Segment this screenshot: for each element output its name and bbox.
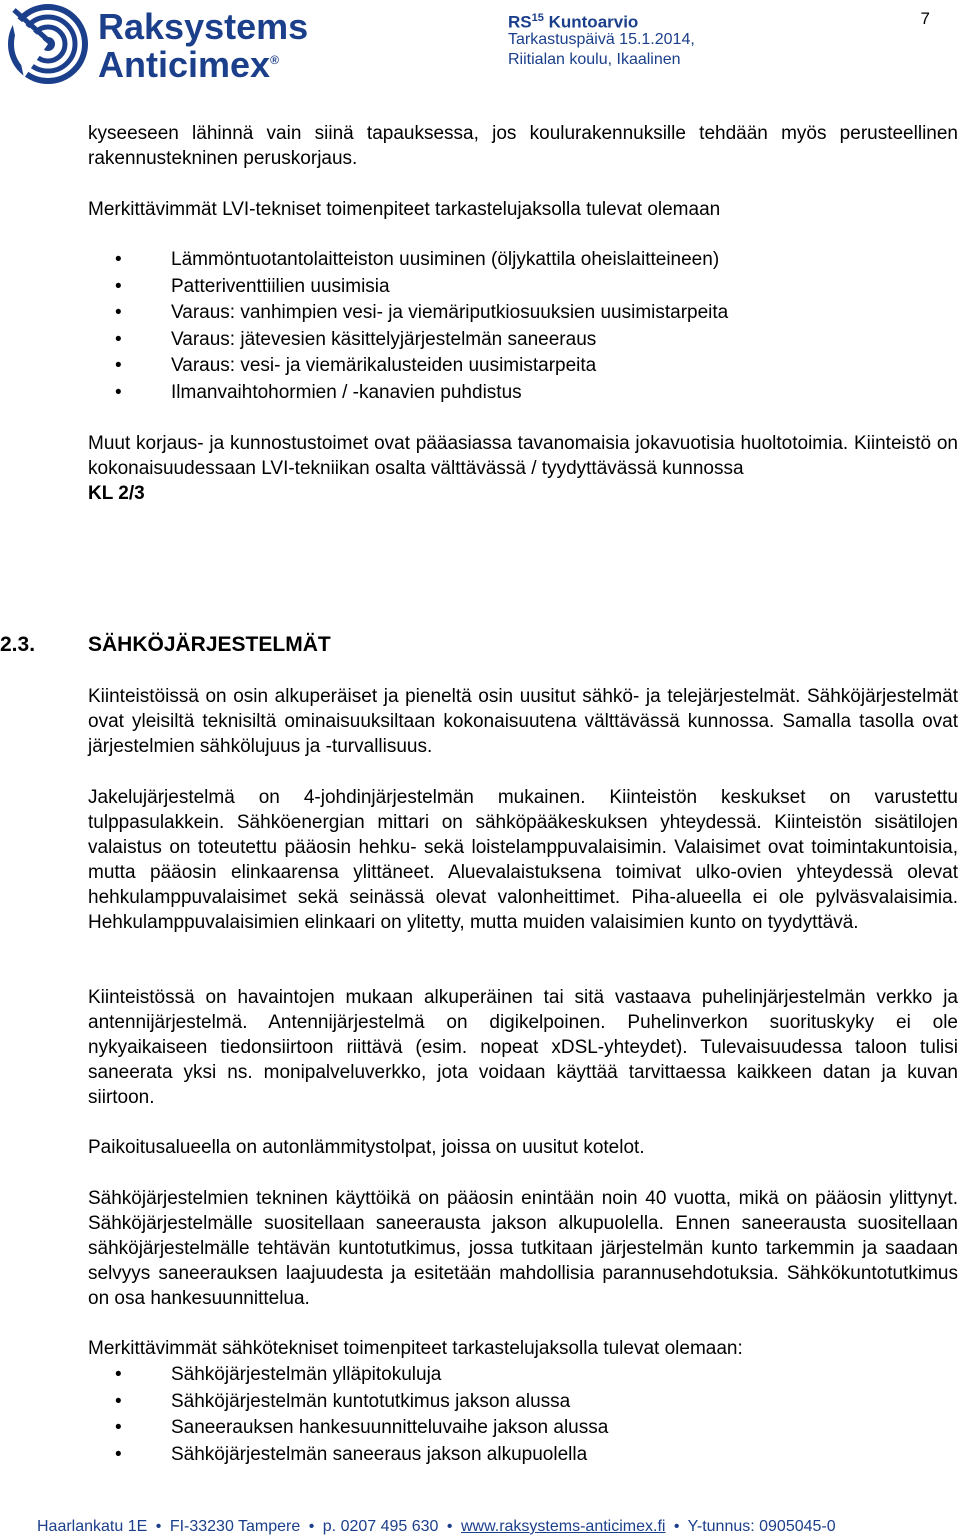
list-item-text: Sähköjärjestelmän ylläpitokuluja <box>171 1364 442 1385</box>
list-item <box>115 1389 608 1416</box>
paragraph-7-text: Paikoitusalueella on autonlämmitystolpat, joissa on uusitut kotelot. <box>88 1137 645 1158</box>
paragraph-4 <box>88 684 958 759</box>
page-number: 7 <box>920 9 930 28</box>
bullet-icon: • <box>115 1443 122 1465</box>
list-item-text: Sähköjärjestelmän kuntotutkimus jakson alussa <box>171 1390 571 1412</box>
list-item-text: Varaus: vanhimpien vesi- ja viemäriputkiosuuksien uusimistarpeita <box>171 302 729 323</box>
paragraph-1-text: kyseeseen lähinnä vain siinä tapauksessa, jos koulurakennuksille tehdään myös perusteellinen rakennustekninen peruskorjaus. <box>88 123 958 169</box>
footer <box>37 1516 836 1538</box>
list-item-text: Lämmöntuotantolaitteiston uusiminen (öljykattila oheislaitteineen) <box>171 249 720 270</box>
paragraph-3 <box>88 431 958 506</box>
report-title-sup: 15 <box>531 12 544 24</box>
logo-text-anticimex <box>98 44 279 86</box>
bullet-icon: • <box>115 1417 122 1438</box>
paragraph-8-text: Sähköjärjestelmien tekninen käyttöikä on pääosin enintään noin 40 vuotta, mikä on pääosin ylittynyt. Sähköjärjestelmälle suositellaan saneerausta jakson alkupuolella. Ennen saneerausta suositellaan sähköjärjestelmälle tehtävän kuntotutkimus, jossa tutkitaan järjestelmän kunto tarkemmin ja saadaan selvyys saneerauksen laajuudesta ja esitetään mahdollisia parannusehdotuksia. Sähkökuntotutkimus on osa hankesuunnittelua. <box>88 1188 958 1309</box>
paragraph-6 <box>88 985 958 1110</box>
footer-separator: • <box>673 1518 680 1535</box>
footer-phone: p. 0207 495 630 <box>322 1518 439 1535</box>
footer-address: Haarlankatu 1E <box>37 1518 148 1535</box>
list-item-text: Sähköjärjestelmän saneeraus jakson alkupuolella <box>171 1443 588 1465</box>
report-title-suffix: Kuntoarvio <box>543 12 639 32</box>
report-title-prefix: RS <box>508 12 532 32</box>
list-item-text: Saneerauksen hankesuunnitteluvaihe jakson alussa <box>171 1417 609 1438</box>
paragraph-5 <box>88 785 958 935</box>
paragraph-9-text: Merkittävimmät sähkötekniset toimenpiteet tarkastelujaksolla tulevat olemaan: <box>88 1338 743 1359</box>
list-item-text: Patteriventtiilien uusimisia <box>171 275 390 297</box>
registered-mark: ® <box>270 53 279 67</box>
inspection-location: Riitialan koulu, Ikaalinen <box>508 51 681 68</box>
list-item <box>115 327 728 354</box>
section-number: 2.3. <box>0 633 36 656</box>
list-item-text: Varaus: jätevesien käsittelyjärjestelmän saneeraus <box>171 328 597 350</box>
paragraph-4-text: Kiinteistöissä on osin alkuperäiset ja pieneltä osin uusitut sähkö- ja telejärjestelmät. Sähköjärjestelmät ovat yleisiltä teknisiltä ominaisuuksiltaan kokonaisuutena välttävässä kunnossa. Samalla tasolla ovat järjestelmien sähkölujuus ja -turvallisuus. <box>88 686 958 757</box>
footer-separator: • <box>308 1518 315 1535</box>
bullet-icon: • <box>115 302 122 323</box>
hvac-measures-list <box>115 247 728 406</box>
paragraph-2 <box>88 197 958 222</box>
list-item-text: Ilmanvaihtohormien / -kanavien puhdistus <box>171 381 522 403</box>
bullet-icon: • <box>115 1390 122 1412</box>
list-item <box>115 380 728 407</box>
list-item <box>115 1442 608 1469</box>
bullet-icon: • <box>115 381 122 403</box>
section-title: SÄHKÖJÄRJESTELMÄT <box>88 633 331 656</box>
list-item <box>115 274 728 301</box>
bullet-icon: • <box>115 328 122 350</box>
logo-text-anticimex-word: Anticimex <box>98 44 271 85</box>
list-item <box>115 300 728 327</box>
company-logo <box>4 4 309 85</box>
electrical-measures-list <box>115 1362 608 1468</box>
paragraph-3-text: Muut korjaus- ja kunnostustoimet ovat pääasiassa tavanomaisia jokavuotisia huoltotoimia. Kiinteistö on kokonaisuudessaan LVI-tekniikan osalta välttävässä / tyydyttävässä kunnossa <box>88 433 958 479</box>
paragraph-8 <box>88 1186 958 1311</box>
paragraph-2-text: Merkittävimmät LVI-tekniset toimenpiteet tarkastelujaksolla tulevat olemaan <box>88 199 721 220</box>
footer-separator: • <box>155 1518 162 1535</box>
footer-website-link[interactable]: www.raksystems-anticimex.fi <box>460 1518 666 1535</box>
bullet-icon: • <box>115 355 122 376</box>
bullet-icon: • <box>115 1364 122 1385</box>
bullet-icon: • <box>115 275 122 297</box>
list-item <box>115 1415 608 1442</box>
condition-class: KL 2/3 <box>88 483 145 504</box>
paragraph-5-text: Jakelujärjestelmä on 4-johdinjärjestelmän mukainen. Kiinteistön keskukset on varustettu tulppasulakkein. Sähköenergian mittari on sähköpääkeskuksen yhteydessä. Kiinteistön sisätilojen valaistus on toteutettu pääosin hehku- sekä loistelamppuvalaisimin. Valaisimet ovat toimintakuntoisia, mutta pääosin elinkaarensa ylittäneet. Aluevalaistuksena toimivat ulko-ovien yhteydessä olevat hehkulamppuvalaisimet sekä seinässä olevat valonheittimet. Piha-alueella ei ole pylväsvalaisimia. Hehkulamppuvalaisimien elinkaari on ylitetty, mutta muiden valaisimien kunto on tyydyttävä. <box>88 787 958 933</box>
paragraph-1 <box>88 121 958 171</box>
footer-business-id: Y-tunnus: 0905045-0 <box>687 1518 836 1535</box>
bullet-icon: • <box>115 249 122 270</box>
list-item <box>115 353 728 380</box>
inspection-date: Tarkastuspäivä 15.1.2014, <box>508 31 695 48</box>
report-title <box>508 8 638 33</box>
logo-text-raksystems: Raksystems <box>98 6 309 47</box>
list-item <box>115 247 728 274</box>
paragraph-9 <box>88 1336 958 1361</box>
footer-separator: • <box>446 1518 453 1535</box>
raksystems-anticimex-logo-icon <box>4 4 92 84</box>
paragraph-6-text: Kiinteistössä on havaintojen mukaan alkuperäinen tai sitä vastaava puhelinjärjestelmän verkko ja antennijärjestelmä. Antennijärjestelmä on digikelpoinen. Puhelinverkon suorituskyky ei ole nykyaikaiseen tiedonsiirtoon riittävä (esim. nopeat xDSL-yhteydet). Tulevaisuudessa taloon tulisi saneerata yksi ns. monipalveluverkko, jota voidaan käyttää tarvittaessa kaikkeen datan ja kuvan siirtoon. <box>88 987 958 1108</box>
list-item <box>115 1362 608 1389</box>
list-item-text: Varaus: vesi- ja viemärikalusteiden uusimistarpeita <box>171 355 597 376</box>
paragraph-7 <box>88 1135 958 1160</box>
footer-postal: FI-33230 Tampere <box>169 1518 301 1535</box>
